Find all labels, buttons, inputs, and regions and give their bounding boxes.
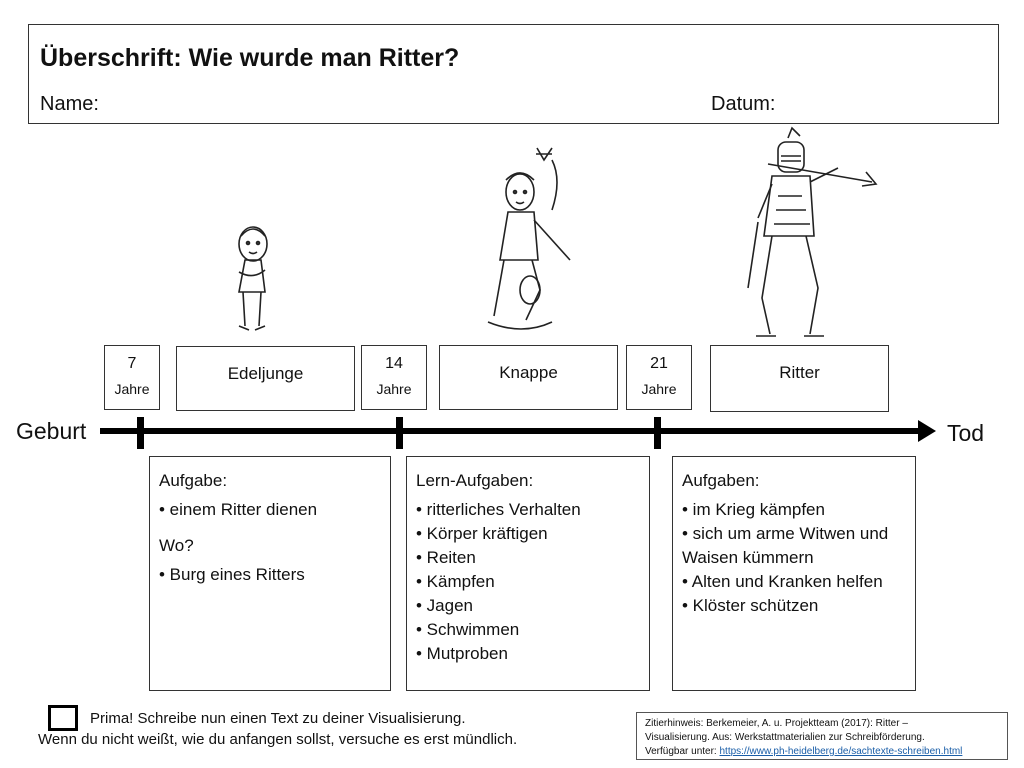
instruction-line-1: Prima! Schreibe nun einen Text zu deiner Visualisierung. xyxy=(90,710,466,727)
info-heading: Aufgaben: xyxy=(682,471,760,490)
squire-illustration xyxy=(482,140,582,340)
page-boy-illustration xyxy=(225,222,285,342)
list-item: • Mutproben xyxy=(416,644,508,663)
age-unit: Jahre xyxy=(114,381,150,397)
timeline-tick-21 xyxy=(654,417,661,449)
list-item: • Jagen xyxy=(416,596,473,615)
list-item: • ritterliches Verhalten xyxy=(416,500,581,519)
age-number: 7 xyxy=(127,355,137,372)
stage-box-knappe xyxy=(439,345,618,410)
info-heading: Aufgabe: xyxy=(159,471,228,490)
timeline-tick-14 xyxy=(396,417,403,449)
list-item: • Reiten xyxy=(416,548,476,567)
timeline-end-label: Tod xyxy=(947,420,985,446)
citation-line: Zitierhinweis: Berkemeier, A. u. Projektteam (2017): Ritter – xyxy=(645,718,908,729)
timeline-line xyxy=(100,428,926,434)
list-item: • sich um arme Witwen und Waisen kümmern xyxy=(682,524,889,567)
worksheet-header xyxy=(28,24,999,124)
name-label: Name: xyxy=(40,93,99,115)
list-item: • im Krieg kämpfen xyxy=(682,500,825,519)
stage-box-edeljunge xyxy=(176,346,355,411)
age-unit: Jahre xyxy=(641,381,677,397)
stage-label: Knappe xyxy=(499,363,558,382)
list-item: • Kämpfen xyxy=(416,572,495,591)
list-item: • Klöster schützen xyxy=(682,596,819,615)
timeline-start-label: Geburt xyxy=(16,418,87,444)
citation-box xyxy=(636,712,1008,760)
stage-label: Edeljunge xyxy=(227,364,304,383)
citation-prefix: Verfügbar unter: xyxy=(645,746,720,757)
age-box-7 xyxy=(104,345,160,410)
done-checkbox[interactable] xyxy=(48,705,78,731)
list-item: • Körper kräftigen xyxy=(416,524,548,543)
page-title: Überschrift: Wie wurde man Ritter? xyxy=(40,44,460,72)
age-number: 21 xyxy=(650,355,668,372)
timeline-tick-7 xyxy=(137,417,144,449)
knight-illustration xyxy=(748,128,878,343)
arrow-right-icon xyxy=(918,420,936,442)
list-item: • Schwimmen xyxy=(416,620,520,639)
list-item: • Burg eines Ritters xyxy=(159,565,305,584)
date-label: Datum: xyxy=(711,93,776,115)
age-unit: Jahre xyxy=(376,381,412,397)
list-item: • einem Ritter dienen xyxy=(159,500,318,519)
citation-line: Visualisierung. Aus: Werkstattmaterialien zur Schreibförderung. xyxy=(645,732,925,743)
info-box-ritter xyxy=(672,456,916,691)
info-subheading: Wo? xyxy=(159,536,194,555)
age-box-21 xyxy=(626,345,692,410)
info-box-knappe xyxy=(406,456,650,691)
instruction-line-2: Wenn du nicht weißt, wie du anfangen sollst, versuche es erst mündlich. xyxy=(38,731,518,748)
stage-box-ritter xyxy=(710,345,889,412)
stage-label: Ritter xyxy=(779,363,820,382)
info-heading: Lern-Aufgaben: xyxy=(416,471,534,490)
age-number: 14 xyxy=(385,355,403,372)
info-box-edeljunge xyxy=(149,456,391,691)
citation-line xyxy=(645,745,999,759)
list-item: • Alten und Kranken helfen xyxy=(682,572,883,591)
citation-link[interactable]: https://www.ph-heidelberg.de/sachtexte-schreiben.html xyxy=(719,746,963,757)
age-box-14 xyxy=(361,345,427,410)
